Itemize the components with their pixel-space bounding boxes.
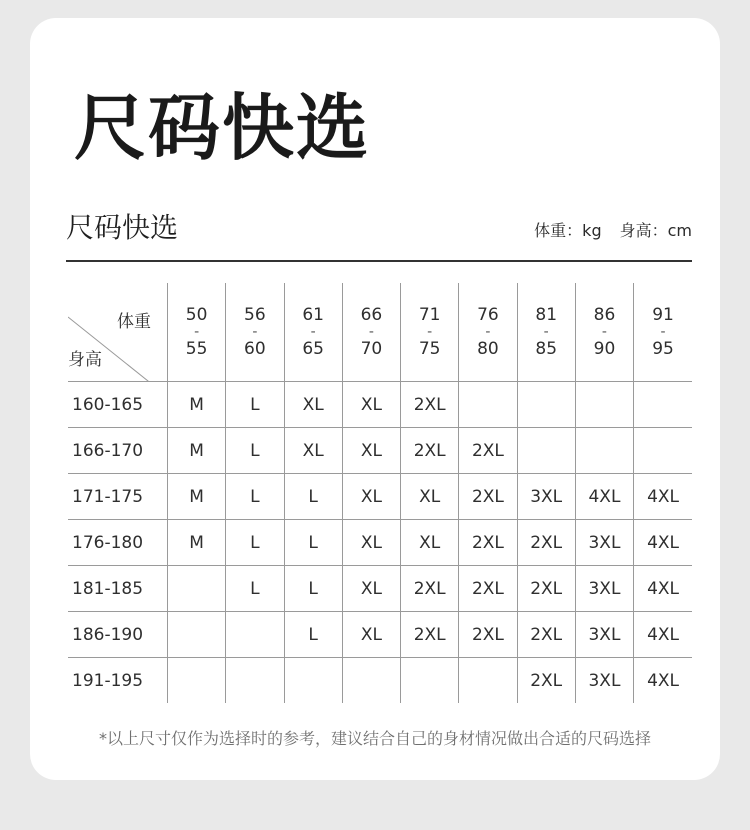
- weight-range-from: 50: [185, 305, 208, 325]
- size-cell: M: [167, 428, 225, 474]
- size-cell: [517, 428, 575, 474]
- weight-range-from: 61: [302, 305, 324, 325]
- size-cell: M: [167, 520, 225, 566]
- size-cell: 2XL: [401, 382, 459, 428]
- size-cell: 3XL: [575, 566, 633, 612]
- weight-range-from: 71: [418, 305, 441, 325]
- size-cell: L: [284, 566, 342, 612]
- size-cell: 4XL: [634, 566, 692, 612]
- size-cell: [167, 566, 225, 612]
- size-cell: 4XL: [634, 612, 692, 658]
- size-cell: [459, 382, 517, 428]
- weight-range-from: 66: [360, 305, 383, 325]
- size-cell: M: [167, 382, 225, 428]
- size-cell: L: [284, 612, 342, 658]
- table-row: [68, 566, 692, 612]
- size-cell: L: [226, 474, 284, 520]
- weight-range-header: [226, 283, 284, 382]
- table-row: [68, 382, 692, 428]
- table-row: [68, 612, 692, 658]
- weight-range-to: 70: [360, 339, 383, 359]
- size-cell: 2XL: [401, 428, 459, 474]
- size-cell: [459, 658, 517, 704]
- size-cell: [634, 382, 692, 428]
- size-cell: [226, 612, 284, 658]
- weight-unit: 体重：kg: [534, 221, 602, 240]
- size-cell: 3XL: [575, 520, 633, 566]
- size-cell: 2XL: [459, 520, 517, 566]
- size-cell: [575, 428, 633, 474]
- size-table: [68, 283, 692, 703]
- size-cell: 4XL: [634, 520, 692, 566]
- weight-range-header: [284, 283, 342, 382]
- page-title: 尺码快选: [74, 86, 371, 170]
- weight-range-from: 86: [593, 305, 616, 325]
- size-cell: XL: [342, 428, 400, 474]
- size-cell: 3XL: [575, 612, 633, 658]
- height-range-label: 171-175: [68, 474, 167, 520]
- corner-weight-label: 体重: [116, 312, 151, 332]
- size-guide-card: [30, 18, 720, 780]
- table-body: [68, 382, 692, 704]
- weight-range-header: [401, 283, 459, 382]
- header-row: [68, 283, 692, 382]
- range-separator: -: [543, 324, 549, 340]
- size-cell: 3XL: [575, 658, 633, 704]
- height-range-label: 160-165: [68, 382, 167, 428]
- height-range-label: 181-185: [68, 566, 167, 612]
- size-cell: [517, 382, 575, 428]
- size-cell: [226, 658, 284, 704]
- weight-range-from: 91: [652, 305, 674, 325]
- weight-range-to: 90: [593, 339, 616, 359]
- weight-range-from: 81: [535, 305, 558, 325]
- size-cell: XL: [401, 474, 459, 520]
- range-separator: -: [427, 324, 433, 340]
- size-cell: 2XL: [517, 612, 575, 658]
- size-cell: 2XL: [401, 612, 459, 658]
- size-cell: XL: [284, 428, 342, 474]
- footnote: *以上尺寸仅作为选择时的参考，建议结合自己的身材情况做出合适的尺码选择: [98, 729, 651, 748]
- weight-range-from: 76: [477, 305, 499, 325]
- range-separator: -: [485, 324, 491, 340]
- height-range-label: 166-170: [68, 428, 167, 474]
- size-cell: XL: [342, 612, 400, 658]
- range-separator: -: [194, 324, 200, 340]
- corner-cell: [68, 283, 167, 382]
- size-cell: L: [226, 520, 284, 566]
- height-range-label: 191-195: [72, 670, 144, 691]
- weight-range-from: 56: [244, 305, 266, 325]
- size-cell: L: [226, 428, 284, 474]
- range-separator: -: [310, 324, 316, 340]
- size-cell: XL: [284, 382, 342, 428]
- size-cell: L: [284, 520, 342, 566]
- weight-range-to: 60: [244, 339, 266, 359]
- size-cell: L: [226, 382, 284, 428]
- size-cell: [167, 612, 225, 658]
- corner-height-label: 身高: [68, 350, 102, 370]
- section-title: 尺码快选: [66, 211, 179, 244]
- range-separator: -: [252, 324, 258, 340]
- height-range-label: 186-190: [68, 612, 167, 658]
- size-cell: 3XL: [517, 474, 575, 520]
- size-cell: XL: [342, 382, 400, 428]
- weight-range-header: [575, 283, 633, 382]
- size-cell: 4XL: [634, 474, 692, 520]
- size-cell: 4XL: [575, 474, 633, 520]
- size-cell: 2XL: [517, 658, 575, 704]
- weight-range-to: 75: [418, 339, 441, 359]
- size-cell: L: [284, 474, 342, 520]
- weight-range-header: [167, 283, 225, 382]
- weight-range-to: 85: [535, 339, 558, 359]
- table-row: [68, 520, 692, 566]
- size-cell: 2XL: [517, 566, 575, 612]
- size-cell: XL: [342, 520, 400, 566]
- size-cell: L: [226, 566, 284, 612]
- height-unit: 身高：cm: [619, 221, 692, 240]
- size-cell: [575, 382, 633, 428]
- weight-range-header: [634, 283, 692, 382]
- size-cell: XL: [342, 566, 400, 612]
- size-cell: 2XL: [517, 520, 575, 566]
- size-cell: XL: [401, 520, 459, 566]
- table-row: [68, 474, 692, 520]
- height-range-label: 176-180: [68, 520, 167, 566]
- range-separator: -: [368, 324, 374, 340]
- size-cell: [634, 428, 692, 474]
- weight-range-header: [517, 283, 575, 382]
- size-cell: [401, 658, 459, 704]
- size-cell: 2XL: [459, 428, 517, 474]
- size-cell: 4XL: [634, 658, 692, 704]
- size-cell: M: [167, 474, 225, 520]
- weight-range-to: 55: [185, 339, 208, 359]
- weight-range-to: 65: [302, 339, 324, 359]
- table-row: [68, 428, 692, 474]
- weight-range-header: [342, 283, 400, 382]
- size-cell: 2XL: [459, 474, 517, 520]
- size-cell: 2XL: [401, 566, 459, 612]
- size-cell: 2XL: [459, 566, 517, 612]
- range-separator: -: [660, 324, 666, 340]
- title-divider: [66, 260, 692, 262]
- size-cell: [167, 658, 225, 704]
- size-cell: [342, 658, 400, 704]
- units-legend: [516, 218, 692, 244]
- range-separator: -: [601, 324, 607, 340]
- size-cell: XL: [342, 474, 400, 520]
- size-cell: 2XL: [459, 612, 517, 658]
- weight-range-header: [459, 283, 517, 382]
- weight-range-to: 95: [652, 339, 674, 359]
- table-row: [68, 658, 692, 704]
- size-cell: [284, 658, 342, 704]
- weight-range-to: 80: [477, 339, 499, 359]
